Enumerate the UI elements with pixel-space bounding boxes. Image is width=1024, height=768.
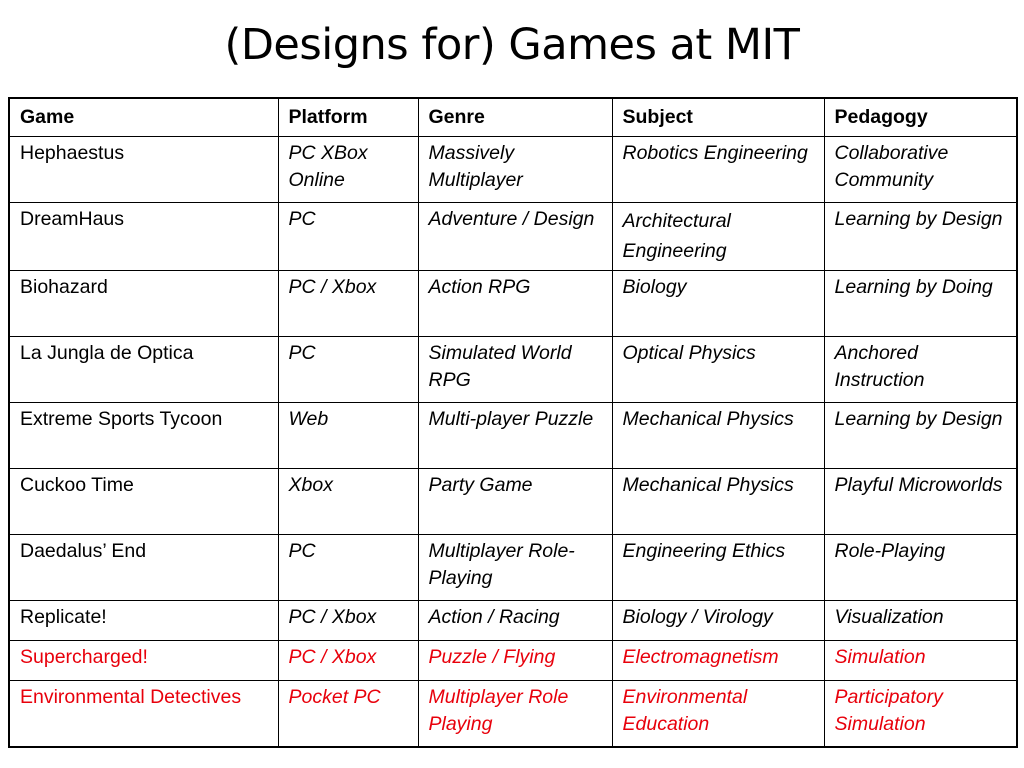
cell-subject: Environmental Education: [612, 681, 824, 748]
cell-genre: Massively Multiplayer: [418, 137, 612, 203]
cell-game: Daedalus’ End: [9, 535, 278, 601]
cell-game: Extreme Sports Tycoon: [9, 403, 278, 469]
table-row: [9, 469, 1017, 535]
cell-genre: Action RPG: [418, 271, 612, 337]
cell-pedagogy: Learning by Design: [824, 203, 1017, 271]
cell-platform: PC / Xbox: [278, 641, 418, 681]
cell-game: Biohazard: [9, 271, 278, 337]
cell-genre: Multiplayer Role Playing: [418, 681, 612, 748]
cell-subject: Robotics Engineering: [612, 137, 824, 203]
cell-subject: Optical Physics: [612, 337, 824, 403]
header-pedagogy: Pedagogy: [824, 98, 1017, 137]
cell-subject: Electromagnetism: [612, 641, 824, 681]
cell-subject: Biology / Virology: [612, 601, 824, 641]
table-row-highlighted: [9, 681, 1017, 748]
table-row: [9, 137, 1017, 203]
slide-title: (Designs for) Games at MIT: [224, 20, 800, 70]
table-row: [9, 601, 1017, 641]
cell-platform: Pocket PC: [278, 681, 418, 748]
cell-pedagogy: Collaborative Community: [824, 137, 1017, 203]
table-row: [9, 337, 1017, 403]
cell-game: Supercharged!: [9, 641, 278, 681]
cell-subject: Mechanical Physics: [612, 469, 824, 535]
cell-genre: Simulated World RPG: [418, 337, 612, 403]
cell-pedagogy: Simulation: [824, 641, 1017, 681]
cell-genre: Puzzle / Flying: [418, 641, 612, 681]
cell-platform: PC: [278, 535, 418, 601]
cell-platform: PC: [278, 203, 418, 271]
cell-subject: Engineering Ethics: [612, 535, 824, 601]
games-table: [8, 97, 1018, 748]
header-subject: Subject: [612, 98, 824, 137]
cell-game: Environmental Detectives: [9, 681, 278, 748]
cell-genre: Multi-player Puzzle: [418, 403, 612, 469]
cell-platform: PC / Xbox: [278, 271, 418, 337]
header-genre: Genre: [418, 98, 612, 137]
cell-pedagogy: Playful Microworlds: [824, 469, 1017, 535]
cell-pedagogy: Participatory Simulation: [824, 681, 1017, 748]
table-row: [9, 403, 1017, 469]
cell-pedagogy: Role-Playing: [824, 535, 1017, 601]
cell-game: DreamHaus: [9, 203, 278, 271]
header-game: Game: [9, 98, 278, 137]
cell-subject: Architectural Engineering: [612, 203, 824, 271]
table-row: [9, 535, 1017, 601]
cell-pedagogy: Anchored Instruction: [824, 337, 1017, 403]
cell-platform: PC / Xbox: [278, 601, 418, 641]
cell-subject: Biology: [612, 271, 824, 337]
cell-platform: PC: [278, 337, 418, 403]
cell-genre: Party Game: [418, 469, 612, 535]
cell-game: La Jungla de Optica: [9, 337, 278, 403]
cell-game: Hephaestus: [9, 137, 278, 203]
cell-game: Cuckoo Time: [9, 469, 278, 535]
cell-pedagogy: Learning by Doing: [824, 271, 1017, 337]
table-row: [9, 271, 1017, 337]
cell-platform: Xbox: [278, 469, 418, 535]
cell-genre: Action / Racing: [418, 601, 612, 641]
cell-genre: Adventure / Design: [418, 203, 612, 271]
table-row-highlighted: [9, 641, 1017, 681]
table-row: [9, 203, 1017, 271]
header-platform: Platform: [278, 98, 418, 137]
cell-pedagogy: Visualization: [824, 601, 1017, 641]
cell-platform: Web: [278, 403, 418, 469]
cell-platform: PC XBox Online: [278, 137, 418, 203]
cell-game: Replicate!: [9, 601, 278, 641]
cell-subject: Mechanical Physics: [612, 403, 824, 469]
cell-pedagogy: Learning by Design: [824, 403, 1017, 469]
table-header-row: [9, 98, 1017, 137]
cell-genre: Multiplayer Role-Playing: [418, 535, 612, 601]
